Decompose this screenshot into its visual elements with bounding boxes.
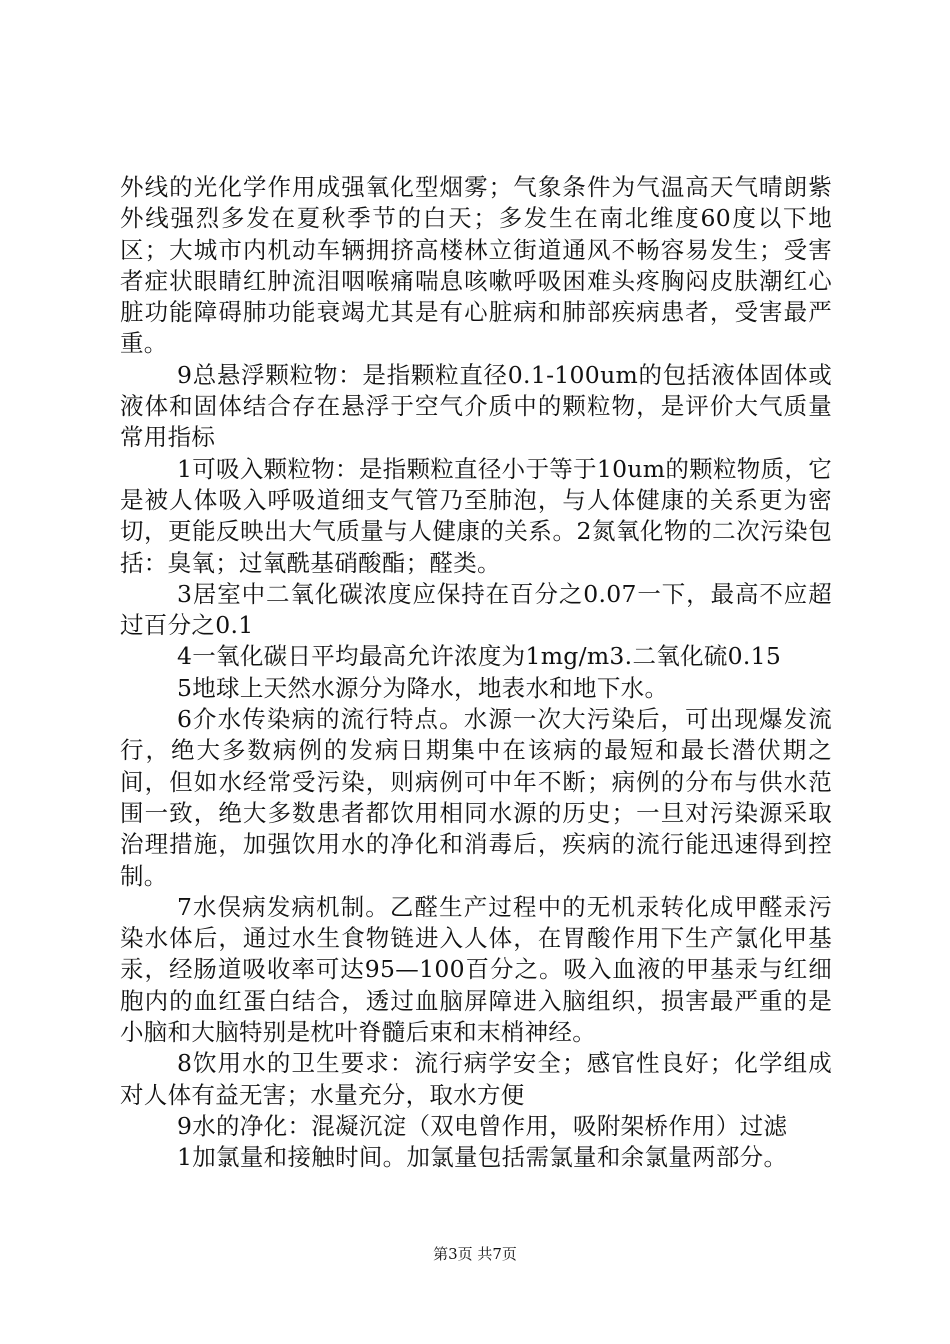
paragraph-chlorine-dosage: 1加氯量和接触时间。加氯量包括需氯量和余氯量两部分。 bbox=[177, 1143, 788, 1172]
document-body bbox=[120, 172, 832, 1174]
paragraph-water-sources: 5地球上天然水源分为降水，地表水和地下水。 bbox=[177, 673, 669, 702]
paragraph-co2-indoor: 3居室中二氧化碳浓度应保持在百分之0.07一下，最高不应超过百分之0.1 bbox=[120, 579, 832, 640]
paragraph-co-limit: 4一氧化碳日平均最高允许浓度为1mg/m3.二氧化硫0.15 bbox=[177, 642, 782, 671]
paragraph-tsp: 9总悬浮颗粒物：是指颗粒直径0.1-100um的包括液体固体或液体和固体结合存在悬浮于空气介质中的颗粒物，是评价大气质量常用指标 bbox=[120, 360, 832, 452]
paragraph-drinking-water-requirements: 8饮用水的卫生要求：流行病学安全；感官性良好；化学组成对人体有益无害；水量充分，取水方便 bbox=[120, 1049, 832, 1109]
paragraph-continued: 外线的光化学作用成强氧化型烟雾；气象条件为气温高天气晴朗紫外线强烈多发在夏秋季节的白天；多发生在南北维度60度以下地区；大城市内机动车辆拥挤高楼林立街道通风不畅容易发生；受害者症状眼睛红肿流泪咽喉痛喘息咳嗽呼吸困难头疼胸闷皮肤潮红心脏功能障碍肺功能衰竭尤其是有心脏病和肺部疾病患者，受害最严重。 bbox=[120, 173, 832, 358]
paragraph-water-purification: 9水的净化：混凝沉淀（双电曾作用，吸附架桥作用）过滤 bbox=[177, 1111, 788, 1140]
paragraph-minamata: 7水俣病发病机制。乙醛生产过程中的无机汞转化成甲醛汞污染水体后，通过水生食物链进入人体，在胃酸作用下生产氯化甲基汞，经肠道吸收率可达95—100百分之。吸入血液的甲基汞与红细胞内的血红蛋白结合，透过血脑屏障进入脑组织，损害最严重的是小脑和大脑特别是枕叶脊髓后束和末梢神经。 bbox=[120, 892, 832, 1047]
page-number-footer: 第3页 共7页 bbox=[433, 1245, 517, 1263]
paragraph-waterborne-disease: 6介水传染病的流行特点。水源一次大污染后，可出现爆发流行，绝大多数病例的发病日期集中在该病的最短和最长潜伏期之间，但如水经常受污染，则病例可中年不断；病例的分布与供水范围一致，绝大多数患者都饮用相同水源的历史；一旦对污染源采取治理措施，加强饮用水的净化和消毒后，疾病的流行能迅速得到控制。 bbox=[120, 705, 832, 890]
paragraph-inhalable-particles: 1可吸入颗粒物：是指颗粒直径小于等于10um的颗粒物质，它是被人体吸入呼吸道细支气管乃至肺泡，与人体健康的关系更为密切，更能反映出大气质量与人健康的关系。2氮氧化物的二次污染包括：臭氧；过氧酰基硝酸酯；醛类。 bbox=[120, 454, 832, 577]
